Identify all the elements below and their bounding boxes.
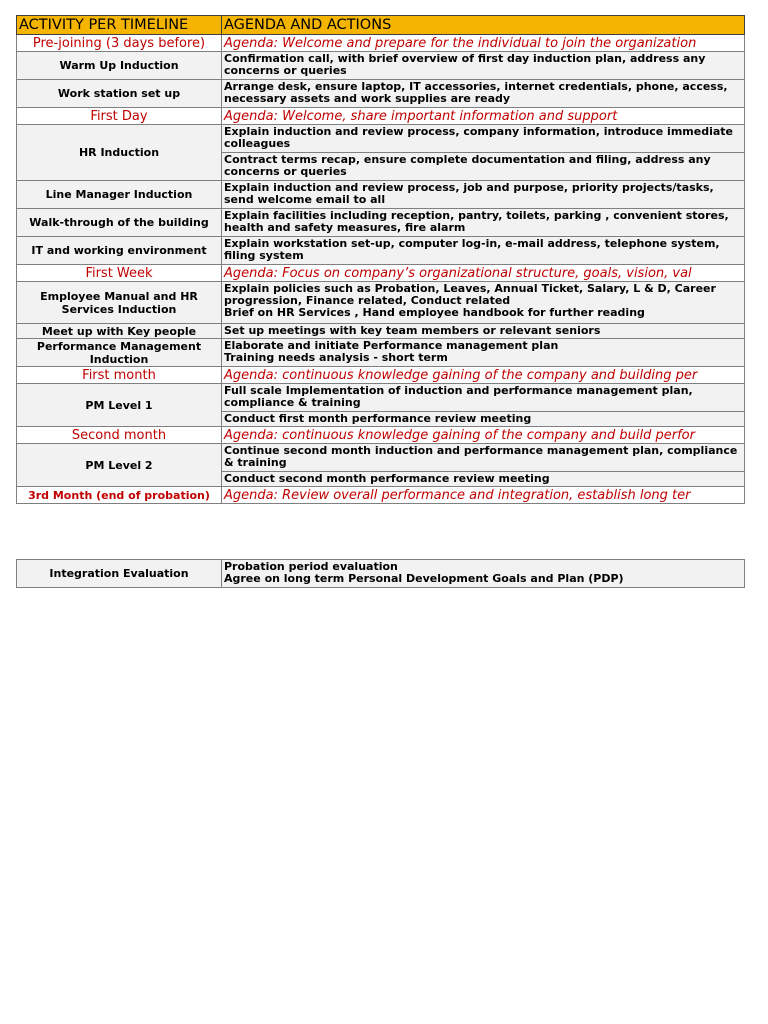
- header-agenda-and-actions[interactable]: AGENDA AND ACTIONS: [222, 16, 745, 35]
- integration-evaluation-block: [16, 559, 744, 588]
- section-agenda-first-week[interactable]: Agenda: Focus on company’s organizational structure, goals, vision, val: [222, 265, 745, 282]
- table-row: [17, 339, 745, 367]
- activity-name[interactable]: HR Induction: [17, 125, 222, 181]
- activity-description-line: Elaborate and initiate Performance management plan: [224, 339, 559, 352]
- activity-name[interactable]: PM Level 2: [17, 444, 222, 487]
- section-agenda-third-month[interactable]: Agenda: Review overall performance and integration, establish long ter: [222, 487, 745, 504]
- activity-description[interactable]: Explain induction and review process, job and purpose, priority projects/tasks, send welcome email to all: [222, 181, 745, 209]
- table-row: [17, 80, 745, 108]
- activity-name[interactable]: Warm Up Induction: [17, 52, 222, 80]
- activity-description[interactable]: [222, 339, 745, 367]
- table-row: [17, 444, 745, 472]
- activity-description[interactable]: Confirmation call, with brief overview of first day induction plan, address any concerns or queries: [222, 52, 745, 80]
- section-agenda-prejoining[interactable]: Agenda: Welcome and prepare for the individual to join the organization: [222, 35, 745, 52]
- activity-name[interactable]: Employee Manual and HR Services Induction: [17, 282, 222, 324]
- header-activity-per-timeline[interactable]: ACTIVITY PER TIMELINE: [17, 16, 222, 35]
- activity-name[interactable]: Meet up with Key people: [17, 324, 222, 339]
- activity-name[interactable]: Walk-through of the building: [17, 209, 222, 237]
- table-row: [17, 384, 745, 412]
- table-row: [17, 560, 745, 588]
- activity-description[interactable]: [222, 282, 745, 324]
- table-row: [17, 324, 745, 339]
- section-agenda-first-month[interactable]: Agenda: continuous knowledge gaining of the company and building per: [222, 367, 745, 384]
- activity-name[interactable]: Line Manager Induction: [17, 181, 222, 209]
- activity-description[interactable]: Explain induction and review process, company information, introduce immediate colleagues: [222, 125, 745, 153]
- activity-name[interactable]: PM Level 1: [17, 384, 222, 427]
- activity-description[interactable]: Arrange desk, ensure laptop, IT accessories, internet credentials, phone, access, necessary assets and work supplies are ready: [222, 80, 745, 108]
- section-label-first-month[interactable]: First month: [17, 367, 222, 384]
- activity-description[interactable]: Explain facilities including reception, pantry, toilets, parking , convenient stores, health and safety measures, fire alarm: [222, 209, 745, 237]
- activity-description[interactable]: [222, 560, 745, 588]
- header-row: [17, 16, 745, 35]
- activity-description[interactable]: Set up meetings with key team members or relevant seniors: [222, 324, 745, 339]
- activity-description[interactable]: Conduct first month performance review meeting: [222, 412, 745, 427]
- table-row: [17, 125, 745, 153]
- section-label-first-week[interactable]: First Week: [17, 265, 222, 282]
- table-row: [17, 181, 745, 209]
- section-row-first-week: [17, 265, 745, 282]
- section-agenda-first-day[interactable]: Agenda: Welcome, share important information and support: [222, 108, 745, 125]
- section-agenda-second-month[interactable]: Agenda: continuous knowledge gaining of the company and build perfor: [222, 427, 745, 444]
- section-label-second-month[interactable]: Second month: [17, 427, 222, 444]
- section-label-third-month[interactable]: 3rd Month (end of probation): [17, 487, 222, 504]
- activity-description[interactable]: Full scale Implementation of induction and performance management plan, compliance & training: [222, 384, 745, 412]
- activity-name[interactable]: Work station set up: [17, 80, 222, 108]
- activity-name[interactable]: Performance Management Induction: [17, 339, 222, 367]
- section-row-second-month: [17, 427, 745, 444]
- activity-description-line: Agree on long term Personal Development Goals and Plan (PDP): [224, 572, 624, 585]
- activity-description-line: Training needs analysis - short term: [224, 351, 448, 364]
- onboarding-sheet: [16, 15, 744, 504]
- activity-description[interactable]: Conduct second month performance review meeting: [222, 472, 745, 487]
- table-row: [17, 52, 745, 80]
- activity-description[interactable]: Continue second month induction and performance management plan, compliance & training: [222, 444, 745, 472]
- onboarding-timeline-table: [16, 15, 745, 504]
- section-row-prejoining: [17, 35, 745, 52]
- activity-description[interactable]: Explain workstation set-up, computer log-in, e-mail address, telephone system, filing system: [222, 237, 745, 265]
- table-row: [17, 209, 745, 237]
- activity-name[interactable]: Integration Evaluation: [17, 560, 222, 588]
- section-row-first-day: [17, 108, 745, 125]
- table-row: [17, 237, 745, 265]
- section-row-first-month: [17, 367, 745, 384]
- activity-description-line: Explain policies such as Probation, Leaves, Annual Ticket, Salary, L & D, Career progression, Finance related, Conduct related: [224, 282, 716, 307]
- table-row: [17, 282, 745, 324]
- section-label-prejoining[interactable]: Pre-joining (3 days before): [17, 35, 222, 52]
- activity-description[interactable]: Contract terms recap, ensure complete documentation and filing, address any concerns or queries: [222, 153, 745, 181]
- section-row-third-month: [17, 487, 745, 504]
- section-label-first-day[interactable]: First Day: [17, 108, 222, 125]
- activity-description-line: Brief on HR Services , Hand employee handbook for further reading: [224, 306, 645, 319]
- activity-name[interactable]: IT and working environment: [17, 237, 222, 265]
- integration-evaluation-table: [16, 559, 745, 588]
- activity-description-line: Probation period evaluation: [224, 560, 398, 573]
